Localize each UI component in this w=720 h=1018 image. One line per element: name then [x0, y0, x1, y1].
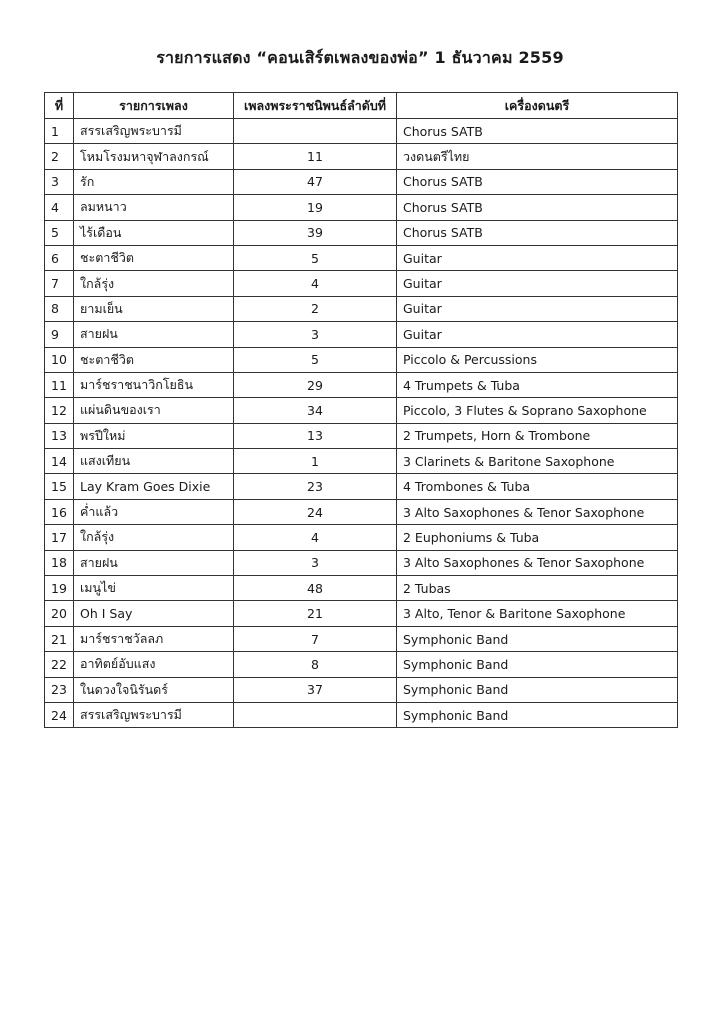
- row-number: 5: [45, 220, 74, 245]
- composition-number: 39: [234, 220, 397, 245]
- song-title: สายฝน: [74, 550, 234, 575]
- row-number: 20: [45, 601, 74, 626]
- instruments: 3 Alto Saxophones & Tenor Saxophone: [397, 499, 678, 524]
- song-title: มาร์ชราชวัลลภ: [74, 626, 234, 651]
- composition-number: 3: [234, 322, 397, 347]
- table-row: [45, 169, 678, 194]
- row-number: 19: [45, 576, 74, 601]
- instruments: Symphonic Band: [397, 677, 678, 702]
- row-number: 1: [45, 119, 74, 144]
- composition-number: 5: [234, 347, 397, 372]
- composition-number: 2: [234, 296, 397, 321]
- row-number: 15: [45, 474, 74, 499]
- row-number: 13: [45, 423, 74, 448]
- table-row: [45, 601, 678, 626]
- table-row: [45, 271, 678, 296]
- row-number: 11: [45, 372, 74, 397]
- composition-number: 19: [234, 195, 397, 220]
- composition-number: 11: [234, 144, 397, 169]
- page-title: รายการแสดง “คอนเสิร์ตเพลงของพ่อ” 1 ธันวาคม 2559: [156, 48, 564, 67]
- composition-number: 21: [234, 601, 397, 626]
- row-number: 14: [45, 449, 74, 474]
- table-row: [45, 347, 678, 372]
- composition-number: [234, 702, 397, 727]
- table-row: [45, 296, 678, 321]
- song-title: ค่ำแล้ว: [74, 499, 234, 524]
- header-instruments: เครื่องดนตรี: [397, 93, 678, 119]
- table-row: [45, 677, 678, 702]
- table-row: [45, 220, 678, 245]
- row-number: 10: [45, 347, 74, 372]
- composition-number: 48: [234, 576, 397, 601]
- instruments: Guitar: [397, 245, 678, 270]
- song-title: สายฝน: [74, 322, 234, 347]
- table-row: [45, 702, 678, 727]
- instruments: Chorus SATB: [397, 195, 678, 220]
- table-row: [45, 372, 678, 397]
- composition-number: 23: [234, 474, 397, 499]
- instruments: Guitar: [397, 296, 678, 321]
- song-title: มาร์ชราชนาวิกโยธิน: [74, 372, 234, 397]
- instruments: 3 Alto Saxophones & Tenor Saxophone: [397, 550, 678, 575]
- composition-number: 34: [234, 398, 397, 423]
- song-title: ใกล้รุ่ง: [74, 525, 234, 550]
- row-number: 9: [45, 322, 74, 347]
- song-title: สรรเสริญพระบารมี: [74, 119, 234, 144]
- table-row: [45, 626, 678, 651]
- composition-number: 4: [234, 271, 397, 296]
- table-row: [45, 245, 678, 270]
- table-row: [45, 550, 678, 575]
- instruments: 2 Tubas: [397, 576, 678, 601]
- song-title: อาทิตย์อับแสง: [74, 652, 234, 677]
- instruments: Guitar: [397, 271, 678, 296]
- header-song: รายการเพลง: [74, 93, 234, 119]
- instruments: Piccolo, 3 Flutes & Soprano Saxophone: [397, 398, 678, 423]
- table-header-row: [45, 93, 678, 119]
- row-number: 17: [45, 525, 74, 550]
- composition-number: [234, 119, 397, 144]
- row-number: 12: [45, 398, 74, 423]
- instruments: Chorus SATB: [397, 119, 678, 144]
- composition-number: 3: [234, 550, 397, 575]
- instruments: 2 Trumpets, Horn & Trombone: [397, 423, 678, 448]
- instruments: Chorus SATB: [397, 220, 678, 245]
- composition-number: 24: [234, 499, 397, 524]
- song-title: Lay Kram Goes Dixie: [74, 474, 234, 499]
- song-title: ลมหนาว: [74, 195, 234, 220]
- table-row: [45, 576, 678, 601]
- table-row: [45, 474, 678, 499]
- instruments: Piccolo & Percussions: [397, 347, 678, 372]
- instruments: 3 Alto, Tenor & Baritone Saxophone: [397, 601, 678, 626]
- table-row: [45, 398, 678, 423]
- row-number: 23: [45, 677, 74, 702]
- row-number: 3: [45, 169, 74, 194]
- instruments: Symphonic Band: [397, 626, 678, 651]
- composition-number: 13: [234, 423, 397, 448]
- composition-number: 8: [234, 652, 397, 677]
- instruments: Symphonic Band: [397, 702, 678, 727]
- instruments: 3 Clarinets & Baritone Saxophone: [397, 449, 678, 474]
- song-title: สรรเสริญพระบารมี: [74, 702, 234, 727]
- instruments: Guitar: [397, 322, 678, 347]
- table-row: [45, 449, 678, 474]
- table-row: [45, 144, 678, 169]
- composition-number: 1: [234, 449, 397, 474]
- header-number: ที่: [45, 93, 74, 119]
- table-row: [45, 195, 678, 220]
- row-number: 2: [45, 144, 74, 169]
- instruments: Chorus SATB: [397, 169, 678, 194]
- table-row: [45, 652, 678, 677]
- table-row: [45, 525, 678, 550]
- instruments: 4 Trumpets & Tuba: [397, 372, 678, 397]
- song-title: Oh I Say: [74, 601, 234, 626]
- row-number: 21: [45, 626, 74, 651]
- song-title: ยามเย็น: [74, 296, 234, 321]
- composition-number: 7: [234, 626, 397, 651]
- table-row: [45, 322, 678, 347]
- table-row: [45, 423, 678, 448]
- composition-number: 47: [234, 169, 397, 194]
- row-number: 6: [45, 245, 74, 270]
- instruments: 2 Euphoniums & Tuba: [397, 525, 678, 550]
- song-title: รัก: [74, 169, 234, 194]
- song-title: พรปีใหม่: [74, 423, 234, 448]
- program-table: [44, 92, 678, 728]
- instruments: Symphonic Band: [397, 652, 678, 677]
- row-number: 4: [45, 195, 74, 220]
- table-row: [45, 499, 678, 524]
- song-title: ในดวงใจนิรันดร์: [74, 677, 234, 702]
- song-title: ไร้เดือน: [74, 220, 234, 245]
- row-number: 16: [45, 499, 74, 524]
- instruments: วงดนตรีไทย: [397, 144, 678, 169]
- song-title: โหมโรงมหาจุฬาลงกรณ์: [74, 144, 234, 169]
- instruments: 4 Trombones & Tuba: [397, 474, 678, 499]
- row-number: 7: [45, 271, 74, 296]
- header-composition-number: เพลงพระราชนิพนธ์ลำดับที่: [234, 93, 397, 119]
- song-title: ชะตาชีวิต: [74, 347, 234, 372]
- row-number: 18: [45, 550, 74, 575]
- composition-number: 29: [234, 372, 397, 397]
- table-row: [45, 119, 678, 144]
- song-title: ชะตาชีวิต: [74, 245, 234, 270]
- song-title: แผ่นดินของเรา: [74, 398, 234, 423]
- composition-number: 5: [234, 245, 397, 270]
- row-number: 22: [45, 652, 74, 677]
- row-number: 8: [45, 296, 74, 321]
- song-title: แสงเทียน: [74, 449, 234, 474]
- song-title: ใกล้รุ่ง: [74, 271, 234, 296]
- composition-number: 37: [234, 677, 397, 702]
- song-title: เมนูไข่: [74, 576, 234, 601]
- row-number: 24: [45, 702, 74, 727]
- composition-number: 4: [234, 525, 397, 550]
